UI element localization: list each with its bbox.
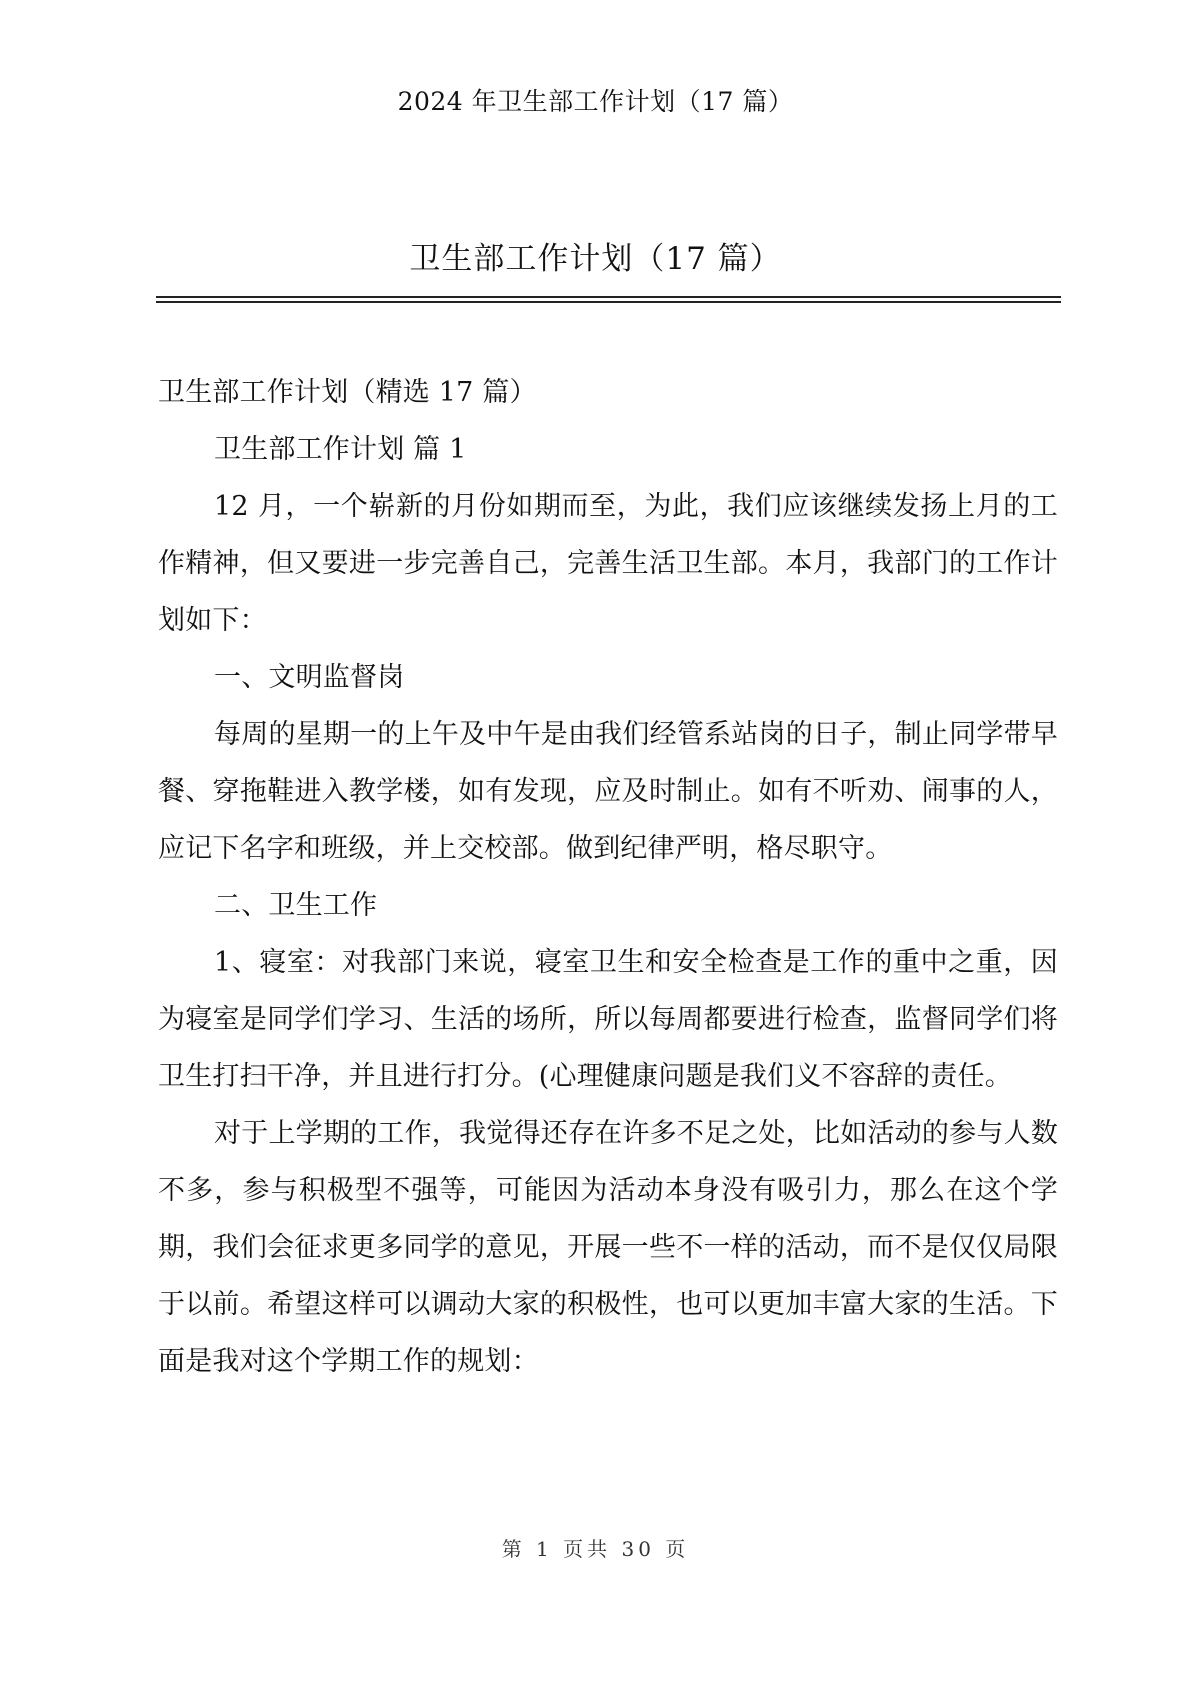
paragraph-dormitory: 1、寝室：对我部门来说，寝室卫生和安全检查是工作的重中之重，因为寝室是同学们学习、生活的场所，所以每周都要进行检查，监督同学们将卫生打扫干净，并且进行打分。(心理健康问题是我们义不容辞的责任。 xyxy=(158,947,1058,1092)
title-divider-top xyxy=(156,296,1061,298)
document-title: 卫生部工作计划（17 篇） xyxy=(409,241,782,277)
title-divider-bottom xyxy=(156,301,1061,303)
paragraph-last-term: 对于上学期的工作，我觉得还存在许多不足之处，比如活动的参与人数不多，参与积极型不强等，可能因为活动本身没有吸引力，那么在这个学期，我们会征求更多同学的意见，开展一些不一样的活动，而不是仅仅局限于以前。希望这样可以调动大家的积极性，也可以更加丰富大家的生活。下面是我对这个学期工作的规划： xyxy=(158,1118,1058,1377)
heading-hygiene-work: 二、卫生工作 xyxy=(214,890,378,921)
document-body xyxy=(158,364,1058,1390)
paragraph-civility-post: 每周的星期一的上午及中午是由我们经管系站岗的日子，制止同学带早餐、穿拖鞋进入教学楼，如有发现，应及时制止。如有不听劝、闹事的人，应记下名字和班级，并上交校部。做到纪律严明，格尽职守。 xyxy=(158,719,1058,864)
document-subtitle: 卫生部工作计划（精选 17 篇） xyxy=(158,377,537,408)
section-heading: 卫生部工作计划 篇 1 xyxy=(214,434,467,465)
running-header-title: 2024 年卫生部工作计划（17 篇） xyxy=(397,87,794,116)
page-number-footer: 第 1 页共 30 页 xyxy=(501,1537,690,1561)
heading-civility-post: 一、文明监督岗 xyxy=(214,662,405,693)
paragraph-intro: 12 月，一个崭新的月份如期而至，为此，我们应该继续发扬上月的工作精神，但又要进一步完善自己，完善生活卫生部。本月，我部门的工作计划如下： xyxy=(158,491,1058,636)
